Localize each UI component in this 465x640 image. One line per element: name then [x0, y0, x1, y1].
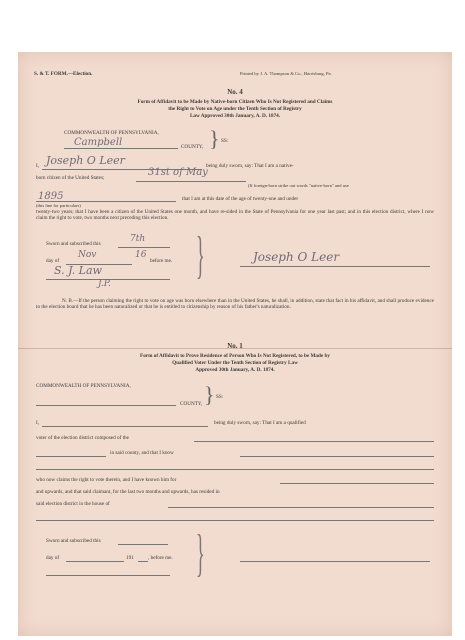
form4-brace: } — [209, 126, 220, 151]
form1-claimant-line — [36, 469, 434, 470]
form4-sworn-brace: } — [196, 227, 205, 284]
form1-know-line — [240, 456, 434, 457]
form1-title-line-1: Form of Affidavit to Prove Residence of Person Who Is Not Registered, to be Made by — [140, 353, 330, 359]
form4-month-handwritten: Nov — [78, 250, 97, 260]
form4-note: N. B.—If the person claiming the right to vote on age was born elsewhere than in the United States, he shall, in addition, state that fact in his affidavit, and shall produce evidence to the election board that he has been naturalized or that he is entitled to citizenship by reason of his father's naturalization. — [36, 298, 434, 311]
form1-extra-line — [36, 520, 434, 521]
form1-i: I, — [36, 420, 40, 426]
form4-number: No. 4 — [227, 88, 243, 96]
form4-before-me: before me. — [150, 258, 173, 264]
form4-name-handwritten: Joseph O Leer — [46, 154, 125, 167]
form1-house-line — [168, 507, 434, 508]
form1-title-line-3: Approved 30th January, A. D. 1874. — [195, 367, 275, 373]
form1-name-line — [42, 426, 208, 427]
form4-that-text: that I am at this date of the age of twenty-one and under — [182, 196, 299, 202]
form4-county-handwritten: Campbell — [74, 137, 123, 148]
document-sheet — [18, 52, 452, 636]
form4-official-title-handwritten: J.P. — [98, 279, 111, 289]
form4-title-line-3: Law Approved 30th January, A. D. 1874. — [189, 113, 281, 119]
form1-month-line — [66, 561, 124, 562]
form1-commonwealth: COMMONWEALTH OF PENNSYLVANIA, — [36, 383, 131, 389]
form1-day-of: day of — [46, 555, 60, 561]
form1-county-name-line — [36, 456, 106, 457]
form1-voter-text: voter of the election district composed of the — [36, 435, 129, 441]
form1-sworn-brace: } — [196, 525, 205, 582]
form4-year-handwritten: 1895 — [38, 191, 64, 202]
form1-upwards-text: and upwards, and that said claimant, for the last two months and upwards, has resided in — [36, 489, 220, 495]
form4-day-of: day of — [46, 258, 60, 264]
form4-title-line-2: the Right to Vote on Age under the Tenth Section of Registry — [168, 106, 302, 112]
printer-line: Printed by J. A. Thompson & Co., Harrisburg, Pa. — [240, 71, 332, 76]
form1-district-line — [194, 441, 434, 442]
form4-year-line — [36, 201, 176, 202]
form4-official-handwritten: S. J. Law — [54, 264, 102, 277]
form1-official-line — [46, 575, 170, 576]
form4-foreign-note: (If foreign-born strike out words "native-born" and use — [248, 183, 349, 188]
form4-title-line-1: Form of Affidavit to be Made by Native-born Citizen Who Is Not Registered and Claims — [137, 99, 333, 105]
form-code: S. & T. FORM.—Election. — [34, 71, 93, 77]
form1-ss: SS: — [216, 394, 224, 400]
form1-period-line — [280, 483, 434, 484]
form4-i: I, — [36, 163, 40, 169]
form4-sworn-text: being duly sworn, say: That I am a native- — [206, 163, 294, 169]
form4-signature-handwritten: Joseph O Leer — [253, 250, 340, 264]
form1-sworn-subscribed: Sworn and subscribed this — [46, 538, 101, 544]
form4-date-line — [136, 181, 246, 182]
form4-body-text: twenty-two years; that I have been a citizen of the United States one month, and have re-sided in the State of Pennsylvania for one year last past; and in this election district, where I now claim the right to vote, two months next preceding this election. — [36, 209, 434, 222]
form1-number: No. 1 — [227, 342, 243, 350]
form4-ss: SS: — [221, 138, 229, 144]
form1-county-line — [36, 405, 176, 406]
form1-county-text: in said county, and that I know — [110, 450, 174, 456]
form4-signature-line — [240, 266, 430, 267]
form1-signature-line — [240, 561, 430, 562]
form1-county-label: COUNTY, — [180, 401, 203, 407]
form1-before-me: , before me. — [148, 555, 173, 561]
form4-sworn-subscribed: Sworn and subscribed this — [46, 241, 101, 247]
form1-year: 191 — [126, 555, 134, 561]
form1-year-line — [138, 561, 148, 562]
form4-year-suffix-handwritten: 16 — [135, 250, 147, 260]
form1-sworn-day-line — [118, 544, 168, 545]
form4-county-label: COUNTY, — [181, 144, 204, 150]
form1-district-text: said election district in the house of — [36, 501, 110, 507]
form1-title-line-2: Qualified Voter Under the Tenth Section of Registry Law — [172, 360, 298, 366]
form4-commonwealth: COMMONWEALTH OF PENNSYLVANIA, — [64, 130, 159, 136]
form4-sworn-day-handwritten: 7th — [130, 234, 146, 244]
form1-who-text: who now claims the right to vote therein, and I have known him for — [36, 477, 177, 483]
form4-line-note: (this line for particulars) — [36, 203, 81, 208]
form1-sworn-text: being duly sworn, say: That I am a qualified — [214, 420, 306, 426]
form4-county-line — [64, 148, 178, 149]
form4-born-text: born citizen of the United States; — [36, 175, 105, 181]
form1-brace: } — [204, 382, 215, 407]
form4-date-handwritten: 31st of May — [148, 167, 208, 178]
form4-sworn-day-line — [118, 247, 170, 248]
